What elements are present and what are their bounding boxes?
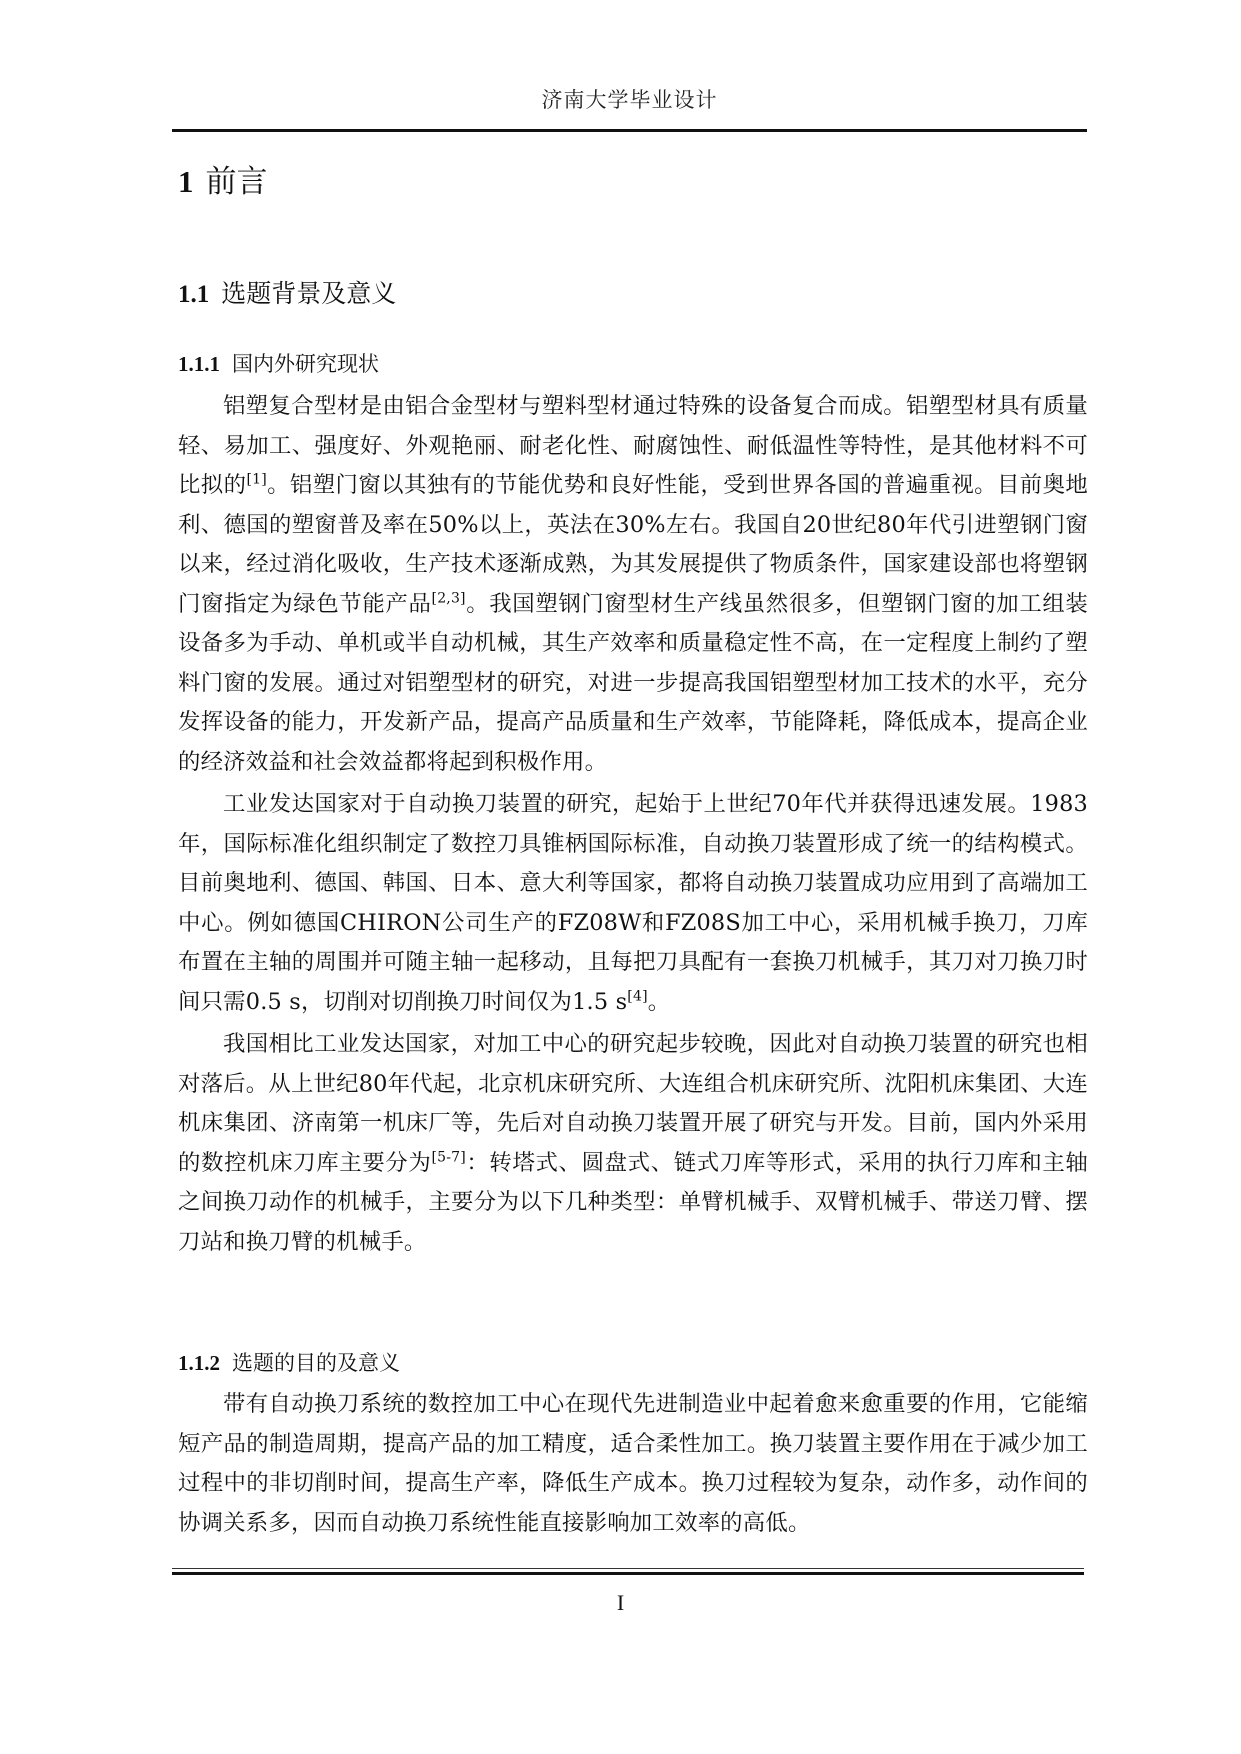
paragraph-2-text-a: 工业发达国家对于自动换刀装置的研究，起始于上世纪70年代并获得迅速发展。1983年，国际标准化组织制定了数控刀具锥柄国际标准，自动换刀装置形成了统一的结构模式。目前奥地利、德国、韩国、日本、意大利等国家，都将自动换刀装置成功应用到了高端加工中心。例如德国CHIRON公司生产的FZ08W和FZ08S加工中心，采用机械手换刀，刀库布置在主轴的周围并可随主轴一起移动，且每把刀具配有一套换刀机械手，其刀对刀换刀时间只需0.5 s，切削对切削换刀时间仅为1.5 s (178, 791, 1088, 1015)
citation-ref: [5-7] (431, 1149, 466, 1166)
chapter-number: 1 (178, 164, 194, 199)
subsection-number-2: 1.1.2 (178, 1351, 220, 1375)
paragraph-4: 带有自动换刀系统的数控加工中心在现代先进制造业中起着愈来愈重要的作用，它能缩短产品的制造周期，提高产品的加工精度，适合柔性加工。换刀装置主要作用在于减少加工过程中的非切削时间，提高生产率，降低生产成本。换刀过程较为复杂，动作多，动作间的协调关系多，因而自动换刀系统性能直接影响加工效率的高低。 (178, 1391, 1088, 1536)
chapter-title: 前言 (205, 164, 268, 200)
paragraph-2-text-b: 。 (647, 988, 671, 1015)
paragraph-3-text-b: ：转塔式、圆盘式、链式刀库等形式，采用的执行刀库和主轴之间换刀动作的机械手，主要分为以下几种类型：单臂机械手、双臂机械手、带送刀臂、摆刀站和换刀臂的机械手。 (178, 1149, 1089, 1255)
page-header: 济南大学毕业设计 (541, 88, 718, 112)
paragraph-3-text-a: 我国相比工业发达国家，对加工中心的研究起步较晚，因此对自动换刀装置的研究也相对落后。从上世纪80年代起，北京机床研究所、大连组合机床研究所、沈阳机床集团、大连机床集团、济南第一机床厂等，先后对自动换刀装置开展了研究与开发。目前，国内外采用的数控机床刀库主要分为 (178, 1031, 1088, 1176)
page-number: I (616, 1590, 625, 1615)
subsection-title-1: 国内外研究现状 (232, 352, 379, 376)
paragraph-1 (178, 387, 1088, 782)
subsection-heading-2 (178, 1348, 400, 1378)
paragraph-1-text-c: 。我国塑钢门窗型材生产线虽然很多，但塑钢门窗的加工组装设备多为手动、单机或半自动机械，其生产效率和质量稳定性不高，在一定程度上制约了塑料门窗的发展。通过对铝塑型材的研究，对进一步提高我国铝塑型材加工技术的水平，充分发挥设备的能力，开发新产品，提高产品质量和生产效率，节能降耗，降低成本，提高企业的经济效益和社会效益都将起到积极作用。 (178, 590, 1089, 775)
subsection-1-body (178, 387, 1088, 1262)
section-title: 选题背景及意义 (221, 279, 397, 308)
subsection-number-1: 1.1.1 (178, 352, 220, 376)
paragraph-1-text-a: 铝塑复合型材是由铝合金型材与塑料型材通过特殊的设备复合而成。铝塑型材具有质量轻、易加工、强度好、外观艳丽、耐老化性、耐腐蚀性、耐低温性等特性，是其他材料不可比拟的 (178, 393, 1088, 498)
paragraph-2 (178, 785, 1088, 1022)
header-rule (172, 129, 1087, 132)
subsection-2-body (178, 1385, 1088, 1543)
chapter-heading (178, 160, 268, 204)
citation-ref: [4] (627, 988, 648, 1005)
section-number: 1.1 (178, 281, 210, 308)
citation-ref: [1] (246, 471, 267, 488)
section-heading (178, 276, 396, 313)
footer-rule-thin (172, 1568, 1084, 1569)
citation-ref: [2,3] (431, 590, 466, 607)
subsection-title-2: 选题的目的及意义 (232, 1351, 400, 1375)
footer-rule (172, 1572, 1084, 1575)
paragraph-1-text-b: 。铝塑门窗以其独有的节能优势和良好性能，受到世界各国的普遍重视。目前奥地利、德国的塑窗普及率在50%以上，英法在30%左右。我国自20世纪80年代引进塑钢门窗以来，经过消化吸收，生产技术逐渐成熟，为其发展提供了物质条件，国家建设部也将塑钢门窗指定为绿色节能产品 (178, 472, 1088, 617)
paragraph-3 (178, 1025, 1088, 1262)
subsection-heading-1 (178, 349, 379, 379)
